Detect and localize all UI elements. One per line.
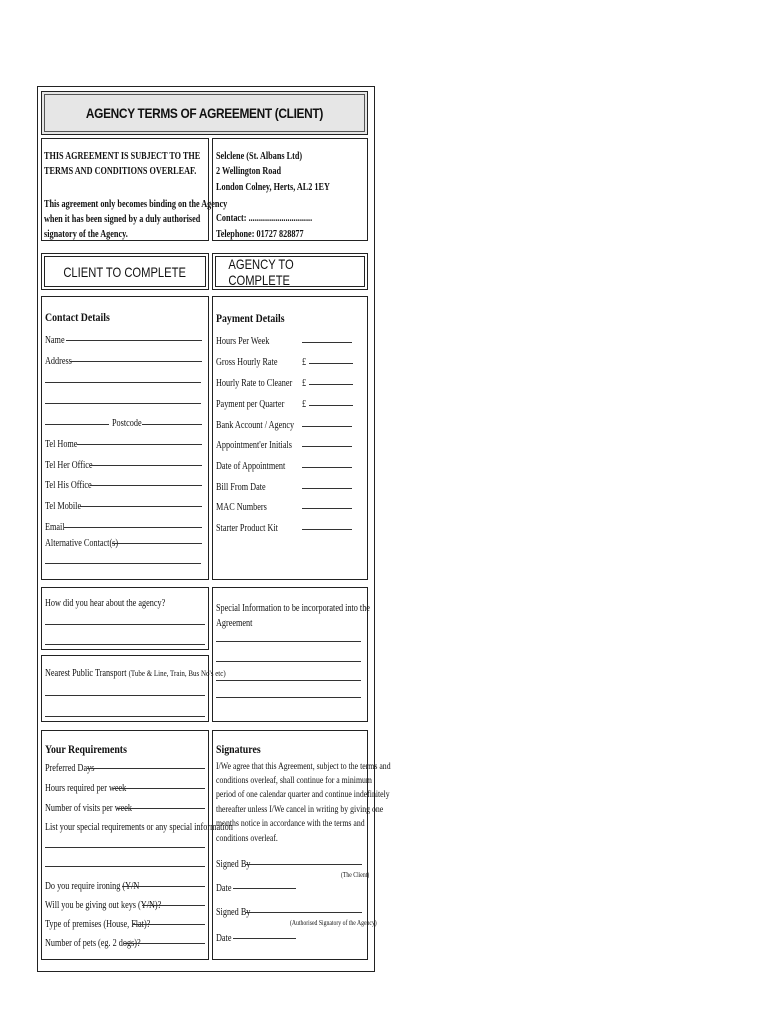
bank-account-field[interactable]: [302, 426, 352, 427]
ironing-label: Do you require ironing (Y/N: [45, 881, 140, 892]
the-client-caption: (The Client): [341, 871, 370, 879]
special-info-field-4[interactable]: [216, 697, 361, 698]
agency-address-line1: 2 Wellington Road: [216, 166, 282, 177]
agency-to-complete-header: [212, 253, 368, 290]
mac-numbers-label: MAC Numbers: [216, 502, 267, 513]
hourly-rate-cleaner-field[interactable]: [309, 384, 353, 385]
currency-symbol: £: [302, 378, 307, 389]
transport-hint: (Tube & Line, Train, Bus No's etc): [128, 668, 226, 678]
keys-field[interactable]: [142, 905, 205, 906]
mac-numbers-field[interactable]: [302, 508, 352, 509]
starter-kit-label: Starter Product Kit: [216, 523, 278, 534]
agreement-text-line1: I/We agree that this Agreement, subject to the terms and: [216, 762, 391, 772]
email-field[interactable]: [64, 527, 202, 528]
pets-label: Number of pets (eg. 2 dogs)?: [45, 938, 141, 949]
transport-box: [41, 655, 209, 722]
special-info-field-1[interactable]: [216, 641, 361, 642]
alt-contacts-field-2[interactable]: [45, 563, 201, 564]
tel-his-office-field[interactable]: [90, 485, 202, 486]
agreement-text-line5: months notice in accordance with the terms and: [216, 819, 365, 829]
date-of-appointment-field[interactable]: [302, 467, 352, 468]
tel-her-office-field[interactable]: [90, 465, 202, 466]
starter-kit-field[interactable]: [302, 529, 352, 530]
gross-hourly-rate-field[interactable]: [309, 363, 353, 364]
email-label: Email: [45, 522, 65, 533]
bill-from-date-label: Bill From Date: [216, 482, 266, 493]
agreement-text-line2: conditions overleaf, shall continue for a minimum: [216, 776, 372, 786]
intro-binding-line3: signatory of the Agency.: [44, 229, 128, 240]
agency-telephone: Telephone: 01727 828877: [216, 229, 304, 240]
payment-details-heading: Payment Details: [216, 311, 285, 325]
hourly-rate-cleaner-label: Hourly Rate to Cleaner: [216, 378, 293, 389]
preferred-days-field[interactable]: [87, 768, 205, 769]
preferred-days-label: Preferred Days: [45, 763, 95, 774]
how-heard-box: [41, 587, 209, 650]
payment-per-quarter-field[interactable]: [309, 405, 353, 406]
special-requirements-field-2[interactable]: [45, 866, 205, 867]
client-date-label: Date: [216, 883, 232, 894]
intro-binding-line1: This agreement only becomes binding on the Agency: [44, 199, 228, 210]
special-info-field-3[interactable]: [216, 680, 361, 681]
tel-home-label: Tel Home: [45, 439, 78, 450]
client-date-field[interactable]: [233, 888, 296, 889]
form-title: AGENCY TERMS OF AGREEMENT (CLIENT): [85, 105, 324, 121]
client-header-label: CLIENT TO COMPLETE: [63, 263, 187, 280]
agency-date-label: Date: [216, 933, 232, 944]
postcode-label: Postcode: [112, 418, 142, 429]
intro-subject-line1: THIS AGREEMENT IS SUBJECT TO THE: [44, 151, 201, 162]
transport-field-1[interactable]: [45, 695, 205, 696]
agency-signature-field[interactable]: [246, 912, 362, 913]
client-to-complete-header: [41, 253, 209, 290]
client-signed-by-label: Signed By: [216, 859, 251, 870]
address-field-3[interactable]: [45, 403, 201, 404]
authorised-signatory-caption: (Authorised Signatory of the Agency): [290, 919, 377, 927]
tel-her-office-label: Tel Her Office: [45, 460, 93, 471]
transport-field-2[interactable]: [45, 716, 205, 717]
alt-contacts-field-1[interactable]: [112, 543, 202, 544]
form-title-box: [41, 91, 368, 135]
intro-subject-line2: TERMS AND CONDITIONS OVERLEAF.: [44, 166, 197, 177]
intro-binding-line2: when it has been signed by a duly authorised: [44, 214, 201, 225]
special-requirements-label: List your special requirements or any special information: [45, 822, 233, 833]
postcode-field[interactable]: [142, 424, 202, 425]
transport-label-text: Nearest Public Transport: [45, 668, 127, 679]
gross-hourly-rate-label: Gross Hourly Rate: [216, 357, 278, 368]
tel-home-field[interactable]: [77, 444, 202, 445]
contact-details-heading: Contact Details: [45, 310, 110, 324]
visits-per-week-field[interactable]: [117, 808, 205, 809]
how-heard-field-2[interactable]: [45, 644, 205, 645]
pets-field[interactable]: [124, 943, 205, 944]
tel-mobile-label: Tel Mobile: [45, 501, 82, 512]
signatures-heading: Signatures: [216, 742, 261, 756]
agency-signed-by-label: Signed By: [216, 907, 251, 918]
client-signature-field[interactable]: [246, 864, 362, 865]
hours-required-field[interactable]: [113, 788, 205, 789]
agreement-text-line3: period of one calendar quarter and continue indefinitely: [216, 790, 390, 800]
agency-company-name: Selclene (St. Albans Ltd): [216, 151, 303, 162]
address-field-4[interactable]: [45, 424, 109, 425]
payment-per-quarter-label: Payment per Quarter: [216, 399, 285, 410]
name-label: Name: [45, 335, 65, 346]
bill-from-date-field[interactable]: [302, 488, 352, 489]
keys-label: Will you be giving out keys (Y/N)?: [45, 900, 162, 911]
date-of-appointment-label: Date of Appointment: [216, 461, 286, 472]
agency-contact: Contact: ...............................: [216, 213, 313, 224]
agency-date-field[interactable]: [233, 938, 296, 939]
tel-mobile-field[interactable]: [80, 506, 202, 507]
currency-symbol: £: [302, 399, 307, 410]
alt-contacts-label: Alternative Contact(s): [45, 538, 119, 549]
address-label: Address: [45, 356, 72, 367]
special-info-label-line1: Special Information to be incorporated into the: [216, 603, 370, 614]
address-field-2[interactable]: [45, 382, 201, 383]
special-requirements-field-1[interactable]: [45, 847, 205, 848]
hours-required-label: Hours required per week: [45, 783, 127, 794]
premises-label: Type of premises (House, Flat)?: [45, 919, 151, 930]
special-info-field-2[interactable]: [216, 661, 361, 662]
how-heard-field-1[interactable]: [45, 624, 205, 625]
agreement-text-line6: conditions overleaf.: [216, 834, 278, 844]
transport-label: [45, 668, 226, 679]
premises-field[interactable]: [133, 924, 205, 925]
special-info-label-line2: Agreement: [216, 618, 253, 629]
bank-account-label: Bank Account / Agency: [216, 420, 295, 431]
appointment-initials-field[interactable]: [302, 446, 352, 447]
ironing-field[interactable]: [122, 886, 205, 887]
how-heard-label: How did you hear about the agency?: [45, 598, 166, 609]
requirements-heading: Your Requirements: [45, 742, 127, 756]
currency-symbol: £: [302, 357, 307, 368]
agreement-text-line4: thereafter unless I/We cancel in writing by giving one: [216, 805, 384, 815]
name-field[interactable]: [66, 340, 202, 341]
appointment-initials-label: Appointment'er Initials: [216, 440, 292, 451]
agency-header-label: AGENCY TO COMPLETE: [228, 255, 294, 288]
hours-per-week-label: Hours Per Week: [216, 336, 270, 347]
hours-per-week-field[interactable]: [302, 342, 352, 343]
visits-per-week-label: Number of visits per week: [45, 803, 132, 814]
tel-his-office-label: Tel His Office: [45, 480, 92, 491]
address-field-1[interactable]: [70, 361, 202, 362]
agency-address-line2: London Colney, Herts, AL2 1EY: [216, 182, 330, 193]
